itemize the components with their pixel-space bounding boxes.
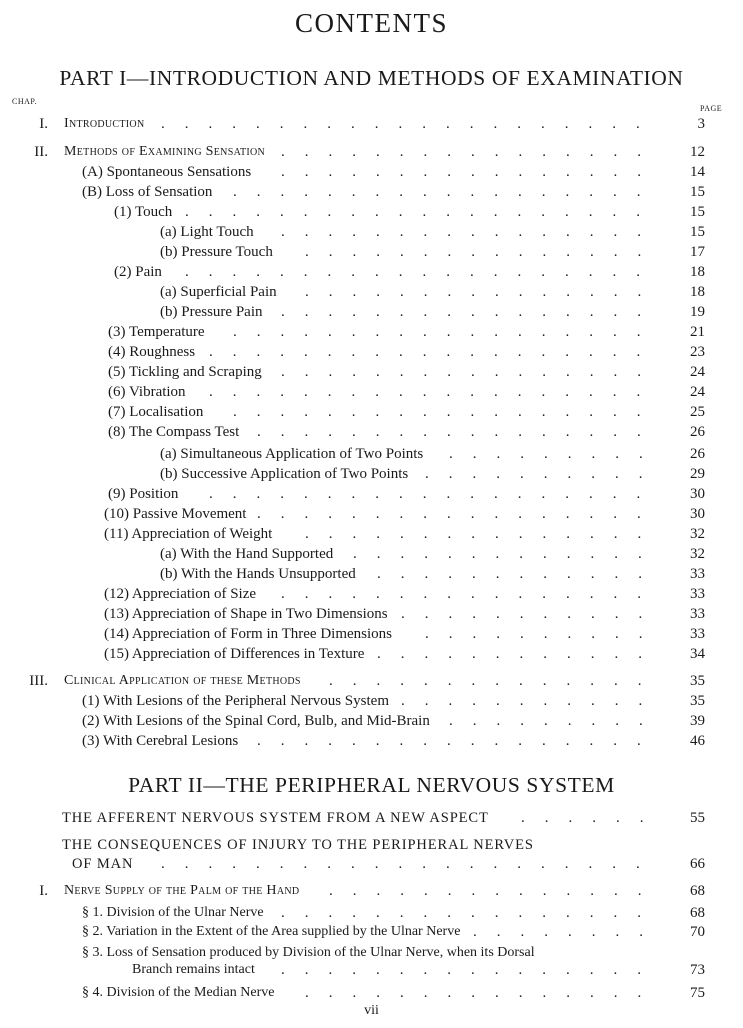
entry-title: (8) The Compass Test (108, 424, 240, 440)
entry-page-number: 21 (690, 324, 705, 340)
entry-title: (b) Pressure Pain (160, 304, 263, 320)
entry-page-number: 75 (690, 985, 705, 1001)
entry-page-number: 35 (690, 673, 705, 689)
entry-page-number: 19 (690, 304, 705, 320)
toc-entry (0, 262, 705, 282)
entry-page-number: 23 (690, 344, 705, 360)
dot-leader: ..................... (161, 116, 660, 132)
toc-entry (0, 604, 705, 624)
toc-entry (0, 422, 705, 442)
entry-page-number: 18 (690, 284, 705, 300)
dot-leader: ................ (281, 164, 661, 180)
dot-leader: ................. (257, 733, 661, 749)
entry-page-number: 29 (690, 466, 705, 482)
entry-page-number: 33 (690, 586, 705, 602)
toc-entry (0, 691, 705, 711)
dot-leader: ................ (281, 364, 661, 380)
dot-leader: .............. (329, 673, 662, 689)
toc-entry (0, 945, 705, 980)
entry-title: (12) Appreciation of Size (104, 586, 257, 602)
dot-leader: ............ (377, 646, 662, 662)
entry-title: (11) Appreciation of Weight (104, 526, 273, 542)
entry-title: (2) With Lesions of the Spinal Cord, Bulb, and Mid-Brain (82, 713, 430, 729)
dot-leader: .......... (425, 626, 663, 642)
entry-title: (7) Localisation (108, 404, 204, 420)
dot-leader: ................ (281, 144, 661, 160)
entry-title: (3) With Cerebral Lesions (82, 733, 239, 749)
entry-page-number: 73 (690, 962, 705, 978)
entry-title: § 1. Division of the Ulnar Nerve (82, 905, 264, 920)
entry-title: (2) Pain (114, 264, 162, 280)
dot-leader: .............. (329, 883, 662, 899)
toc-entry (0, 362, 705, 382)
toc-entry (0, 222, 705, 242)
entry-title: (3) Temperature (108, 324, 205, 340)
toc-entry (0, 584, 705, 604)
toc-entry (0, 382, 705, 402)
toc-entry (0, 202, 705, 222)
toc-entry (0, 114, 705, 134)
entry-title: (9) Position (108, 486, 179, 502)
toc-entry (0, 484, 705, 504)
toc-entry (0, 342, 705, 362)
chapter-number: I. (39, 883, 48, 899)
toc-entry (0, 922, 705, 942)
entry-title: (14) Appreciation of Form in Three Dimensions (104, 626, 393, 642)
toc-entry (0, 671, 705, 691)
dot-leader: ............... (305, 244, 662, 260)
dot-leader: .................. (233, 184, 661, 200)
dot-leader: .................. (233, 404, 661, 420)
toc-entry (0, 711, 705, 731)
entry-page-number: 68 (690, 905, 705, 921)
dot-leader: ...... (521, 810, 664, 826)
dot-leader: ................... (209, 486, 661, 502)
dot-leader: .................... (185, 264, 660, 280)
toc-entry (0, 444, 705, 464)
toc-entry (0, 242, 705, 262)
toc-entry (0, 837, 705, 874)
toc-entry (0, 983, 705, 1003)
entry-title: (1) Touch (114, 204, 173, 220)
toc-entry (0, 644, 705, 664)
toc-entry (0, 624, 705, 644)
dot-leader: ......... (449, 446, 663, 462)
dot-leader: ................ (281, 304, 661, 320)
entry-title: (A) Spontaneous Sensations (82, 164, 252, 180)
entry-title: § 3. Loss of Sensation produced by Division of the Ulnar Nerve, when its Dorsal (82, 945, 535, 960)
entry-page-number: 14 (690, 164, 705, 180)
chapter-number: I. (39, 116, 48, 132)
entry-title: (13) Appreciation of Shape in Two Dimensions (104, 606, 388, 622)
dot-leader: ................... (209, 344, 661, 360)
dot-leader: ................ (281, 905, 661, 921)
toc-entry (0, 808, 705, 828)
entry-title: (10) Passive Movement (104, 506, 247, 522)
toc-entry (0, 182, 705, 202)
toc-entry (0, 903, 705, 923)
entry-title: (1) With Lesions of the Peripheral Nervous System (82, 693, 389, 709)
entry-page-number: 70 (690, 924, 705, 940)
page-title: CONTENTS (295, 8, 448, 38)
dot-leader: .................... (185, 204, 660, 220)
entry-title: (a) Simultaneous Application of Two Points (160, 446, 424, 462)
entry-title: (b) Pressure Touch (160, 244, 273, 260)
entry-title: (15) Appreciation of Differences in Texture (104, 646, 365, 662)
toc-entry (0, 544, 705, 564)
entry-page-number: 55 (690, 810, 705, 826)
chapter-number: III. (29, 673, 48, 689)
entry-page-number: 26 (690, 446, 705, 462)
dot-leader: ............... (305, 284, 662, 300)
dot-leader: ..................... (161, 856, 660, 872)
entry-page-number: 3 (697, 116, 705, 132)
entry-title: THE CONSEQUENCES OF INJURY TO THE PERIPHERAL NERVES (62, 837, 534, 853)
page-number: vii (364, 1003, 379, 1018)
chap-label: CHAP. (12, 97, 37, 106)
chapter-number: II. (34, 144, 48, 160)
entry-page-number: 66 (690, 856, 705, 872)
entry-title: § 2. Variation in the Extent of the Area supplied by the Ulnar Nerve (82, 924, 461, 939)
entry-title: (b) With the Hands Unsupported (160, 566, 356, 582)
dot-leader: ................ (281, 962, 661, 978)
entry-page-number: 32 (690, 546, 705, 562)
entry-title: (6) Vibration (108, 384, 186, 400)
entry-page-number: 39 (690, 713, 705, 729)
entry-title: § 4. Division of the Median Nerve (82, 985, 275, 1000)
dot-leader: ........ (473, 924, 663, 940)
toc-entry (0, 504, 705, 524)
dot-leader: .................. (233, 324, 661, 340)
entry-page-number: 30 (690, 486, 705, 502)
entry-page-number: 24 (690, 384, 705, 400)
entry-page-number: 17 (690, 244, 705, 260)
entry-title: (a) Superficial Pain (160, 284, 277, 300)
dot-leader: ............... (305, 985, 662, 1001)
entry-page-number: 33 (690, 566, 705, 582)
entry-page-number: 15 (690, 204, 705, 220)
toc-entry (0, 464, 705, 484)
dot-leader: ............... (305, 526, 662, 542)
entry-page-number: 68 (690, 883, 705, 899)
dot-leader: ................ (281, 224, 661, 240)
part1-heading: PART I—INTRODUCTION AND METHODS OF EXAMINATION (59, 66, 684, 90)
toc-entry (0, 322, 705, 342)
dot-leader: ........... (401, 693, 663, 709)
dot-leader: ................. (257, 424, 661, 440)
toc-entry (0, 162, 705, 182)
entry-page-number: 33 (690, 626, 705, 642)
dot-leader: ................ (281, 586, 661, 602)
dot-leader: ............ (377, 566, 662, 582)
entry-page-number: 30 (690, 506, 705, 522)
dot-leader: .......... (425, 466, 663, 482)
entry-title: (b) Successive Application of Two Points (160, 466, 409, 482)
entry-title: Methods of Examining Sensation (64, 144, 266, 159)
entry-page-number: 46 (690, 733, 705, 749)
toc-entry (0, 142, 705, 162)
part2-heading: PART II—THE PERIPHERAL NERVOUS SYSTEM (128, 773, 615, 797)
entry-title: (5) Tickling and Scraping (108, 364, 262, 380)
entry-page-number: 15 (690, 184, 705, 200)
entry-page-number: 26 (690, 424, 705, 440)
entry-title: Clinical Application of these Methods (64, 673, 301, 688)
toc-entry (0, 282, 705, 302)
dot-leader: ................... (209, 384, 661, 400)
entry-page-number: 35 (690, 693, 705, 709)
dot-leader: ........... (401, 606, 663, 622)
entry-title: (a) Light Touch (160, 224, 254, 240)
entry-page-number: 32 (690, 526, 705, 542)
toc-entry (0, 881, 705, 901)
entry-page-number: 24 (690, 364, 705, 380)
toc-entry (0, 564, 705, 584)
page-label: PAGE (700, 104, 723, 113)
entry-page-number: 12 (690, 144, 705, 160)
toc-entry (0, 524, 705, 544)
toc-entry (0, 302, 705, 322)
entry-title: (a) With the Hand Supported (160, 546, 334, 562)
entry-page-number: 25 (690, 404, 705, 420)
dot-leader: ............. (353, 546, 662, 562)
toc-entry (0, 402, 705, 422)
entry-title: THE AFFERENT NERVOUS SYSTEM FROM A NEW ASPECT (62, 810, 489, 826)
toc-entry (0, 731, 705, 751)
entry-title-continued: Branch remains intact (132, 962, 255, 977)
entry-title: (4) Roughness (108, 344, 196, 360)
entry-title: Nerve Supply of the Palm of the Hand (64, 883, 300, 898)
entry-page-number: 33 (690, 606, 705, 622)
entry-page-number: 34 (690, 646, 705, 662)
entry-page-number: 15 (690, 224, 705, 240)
dot-leader: ................. (257, 506, 661, 522)
dot-leader: ......... (449, 713, 663, 729)
entry-title-continued: OF MAN (72, 856, 134, 872)
entry-title: (B) Loss of Sensation (82, 184, 213, 200)
entry-title: Introduction (64, 116, 145, 131)
entry-page-number: 18 (690, 264, 705, 280)
